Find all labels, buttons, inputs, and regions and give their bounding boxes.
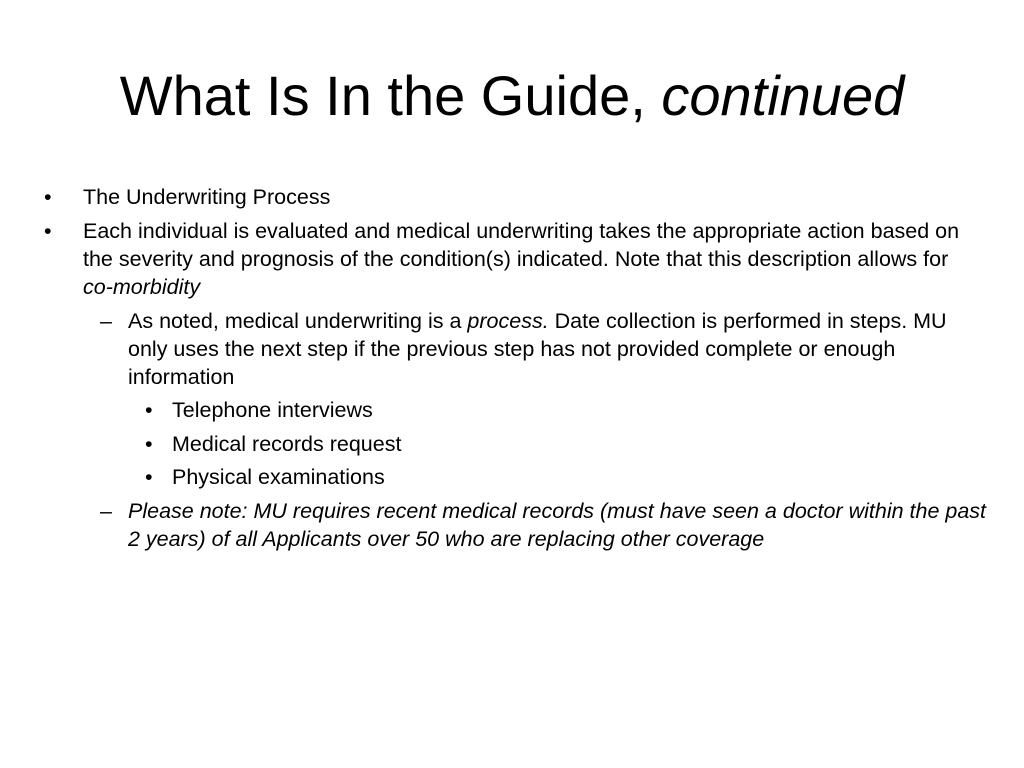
sub-bullet-prefix: As noted, medical underwriting is a [128, 309, 468, 333]
bullet-marker: • [145, 398, 153, 422]
bullet-marker: • [145, 465, 153, 489]
dash-marker: – [100, 309, 112, 333]
sub-sub-bullet-text: Telephone interviews [172, 398, 373, 422]
slide-title-main: What Is In the Guide, [119, 64, 646, 127]
bullet-text-plain: Each individual is evaluated and medical underwriting takes the appropriate action based on the severity and prognosis of the condition(s) indicated. Note that this description allows for [83, 219, 960, 271]
dash-marker: – [100, 499, 112, 523]
sub-bullet-text [128, 307, 988, 391]
bullet-marker: • [145, 432, 153, 456]
sub-sub-bullet-text: Medical records request [172, 432, 402, 456]
sub-bullet-note-text: Please note: MU requires recent medical records (must have seen a doctor within the past 2 years) of all Applicants over 50 who are replacing other coverage [128, 499, 987, 551]
slide-title-italic: continued [661, 64, 905, 127]
bullet-text [83, 217, 983, 301]
bullet-text: The Underwriting Process [83, 185, 331, 209]
sub-sub-bullet-text: Physical examinations [172, 465, 385, 489]
sub-bullet-italic: process. [467, 309, 549, 333]
sub-bullet-suffix: Date collection is performed in steps. MU only uses the next step if the previous step has not provided complete or enough information [128, 309, 947, 389]
bullet-marker: • [44, 219, 52, 243]
bullet-text-italic: co-morbidity [83, 275, 201, 299]
bullet-marker: • [44, 185, 52, 209]
